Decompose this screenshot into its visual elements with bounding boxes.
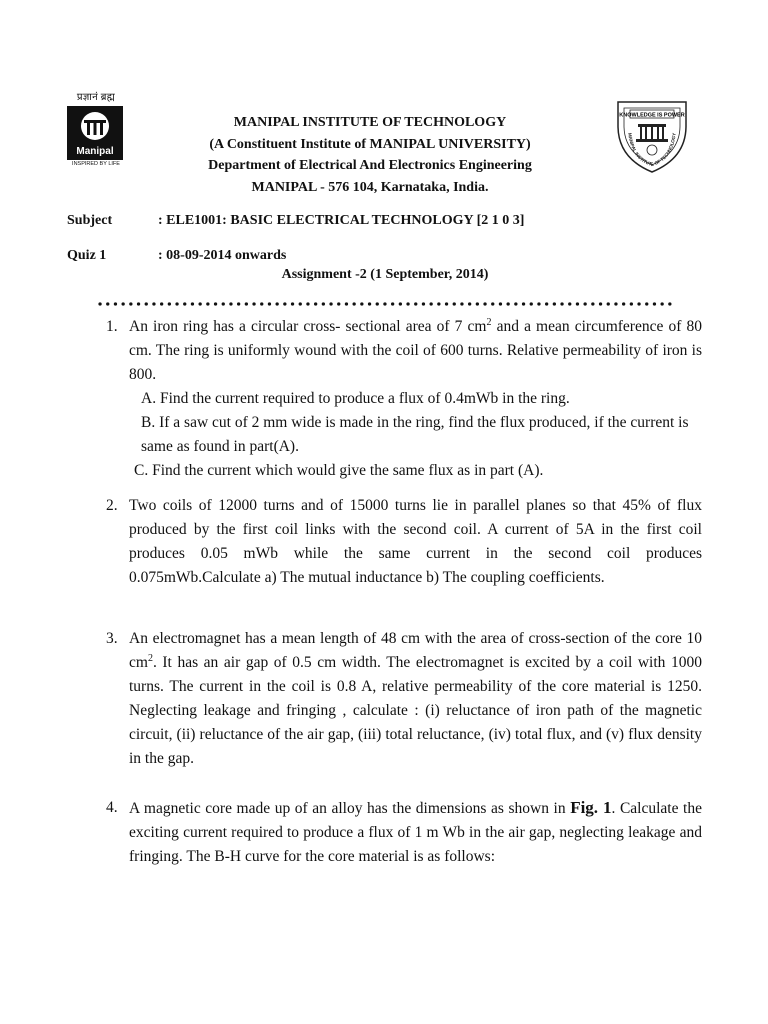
dotted-divider xyxy=(98,292,672,312)
crest-banner: KNOWLEDGE IS POWER xyxy=(619,112,685,119)
question-number: 3. xyxy=(106,630,118,647)
question-text: A magnetic core made up of an alloy has the dimensions as shown in Fig. 1. Calculate the exciting current required to produce a flux of 1 m Wb in the air gap, neglecting leakage and fringing. The B-H curve for the core material is as follows: xyxy=(129,798,702,865)
quiz-value: : 08-09-2014 onwards xyxy=(158,248,287,263)
manipal-logo xyxy=(67,92,125,172)
question-2 xyxy=(106,494,702,590)
question-text: An electromagnet has a mean length of 48 cm with the area of cross-section of the core 10 $cm^2$. It has an air gap of 0.5 cm width. The electromagnet is excited by a coil with 1000 turns. The current in the coil is 0.8 A, relative permeability of the core material is 1250. Neglecting leakage and fringing , calculate : (i) reluctance of iron path of the magnetic circuit, (ii) reluctance of the air gap, (iii) total reluctance, (iv) total flux, and (v) flux density in the gap. xyxy=(129,630,702,767)
question-1 xyxy=(106,315,702,483)
crest-arc-text: MANIPAL INSTITUTE OF TECHNOLOGY xyxy=(627,132,677,168)
part-a: A. Find the current required to produce a flux of 0.4mWb in the ring. xyxy=(141,390,570,407)
assignment-title: Assignment -2 (1 September, 2014) xyxy=(281,267,489,282)
quiz-label: Quiz 1 xyxy=(67,248,107,263)
question-number: 2. xyxy=(106,497,118,514)
question-number: 1. xyxy=(106,318,118,335)
question-number: 4. xyxy=(106,799,118,816)
institute-name: MANIPAL INSTITUTE OF TECHNOLOGY xyxy=(233,115,507,130)
question-text: An iron ring has a circular cross- sectional area of 7 $cm^2$ and a mean circumference of 80 cm. The ring is uniformly wound with the coil of 600 turns. Relative permeability of iron is 800. xyxy=(129,317,702,383)
question-4 xyxy=(106,796,702,869)
question-text: Two coils of 12000 turns and of 15000 turns lie in parallel planes so that 45% of flux produced by the first coil links with the second coil. A current of 5A in the first coil produces 0.05 mWb while the same current in the second coil produces 0.075mWb.Calculate a) The mutual inductance b) The coupling coefficients. xyxy=(129,497,702,586)
figure-reference: Fig. 1 xyxy=(570,798,612,817)
institution-header xyxy=(140,112,600,198)
question-3 xyxy=(106,627,702,771)
subject-value: : ELE1001: BASIC ELECTRICAL TECHNOLOGY [2 1 0 3] xyxy=(158,213,525,228)
shield-crest-icon xyxy=(612,96,692,174)
university-line: (A Constituent Institute of MANIPAL UNIVERSITY) xyxy=(209,136,531,152)
mit-crest xyxy=(612,96,692,174)
logo-name: Manipal xyxy=(76,146,114,157)
logo-emblem xyxy=(67,106,123,160)
part-b: B. If a saw cut of 2 mm wide is made in the ring, find the flux produced, if the current is same as found in part(A). xyxy=(141,414,689,455)
logo-tagline: INSPIRED BY LIFE xyxy=(72,161,120,167)
part-c: C. Find the current which would give the same flux as in part (A). xyxy=(134,462,544,479)
department-line: Department of Electrical And Electronics Engineering xyxy=(208,158,532,173)
subject-label: Subject xyxy=(67,213,113,228)
logo-motto: प्रज्ञानं ब्रह्म xyxy=(76,92,116,103)
address-line: MANIPAL - 576 104, Karnataka, India. xyxy=(251,179,489,195)
